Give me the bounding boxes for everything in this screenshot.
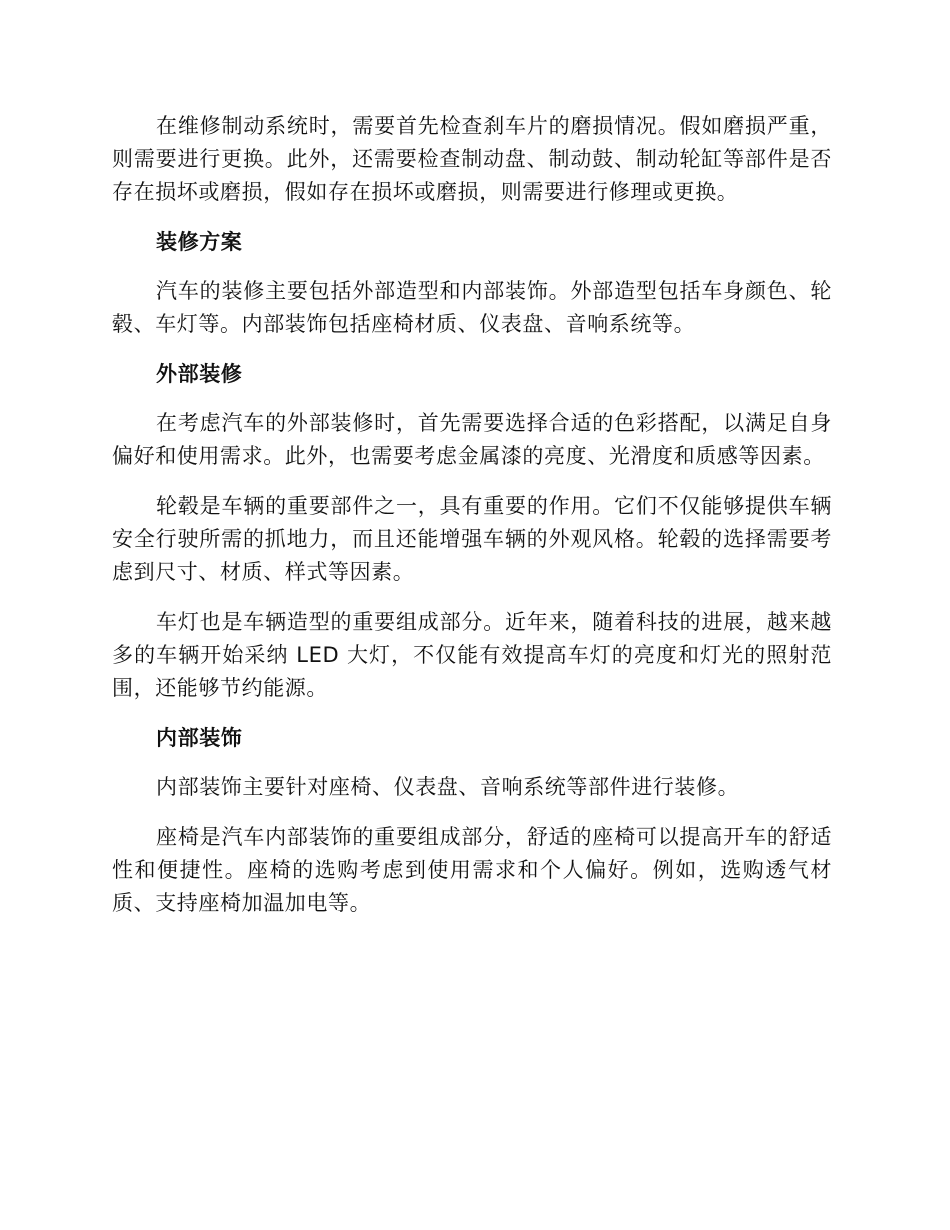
heading-renovation-plan: 装修方案 <box>156 230 243 254</box>
heading-exterior: 外部装修 <box>156 362 243 386</box>
paragraph-interior-overview: 内部装饰主要针对座椅、仪表盘、音响系统等部件进行装修。 <box>156 775 740 799</box>
paragraph-car-lights: 车灯也是车辆造型的重要组成部分。近年来，随着科技的进展，越来越多的车辆开始采纳 LED 大灯，不仅能有效提高车灯的亮度和灯光的照射范围，还能够节约能源。 <box>112 610 832 700</box>
paragraph-seats: 座椅是汽车内部装饰的重要组成部分，舒适的座椅可以提高开车的舒适性和便捷性。座椅的选购考虑到使用需求和个人偏好。例如，选购透气材质、支持座椅加温加电等。 <box>112 825 832 915</box>
heading-interior: 内部装饰 <box>156 726 243 750</box>
paragraph-renovation-overview: 汽车的装修主要包括外部造型和内部装饰。外部造型包括车身颜色、轮毂、车灯等。内部装饰包括座椅材质、仪表盘、音响系统等。 <box>112 279 832 336</box>
paragraph-brake-repair: 在维修制动系统时，需要首先检查刹车片的磨损情况。假如磨损严重，则需要进行更换。此外，还需要检查制动盘、制动鼓、制动轮缸等部件是否存在损坏或磨损，假如存在损坏或磨损，则需要进行修理或更换。 <box>112 114 832 204</box>
paragraph-exterior-color: 在考虑汽车的外部装修时，首先需要选择合适的色彩搭配，以满足自身偏好和使用需求。此外，也需要考虑金属漆的亮度、光滑度和质感等因素。 <box>112 411 832 468</box>
paragraph-wheel-hub: 轮毂是车辆的重要部件之一，具有重要的作用。它们不仅能够提供车辆安全行驶所需的抓地力，而且还能增强车辆的外观风格。轮毂的选择需要考虑到尺寸、材质、样式等因素。 <box>112 494 832 584</box>
